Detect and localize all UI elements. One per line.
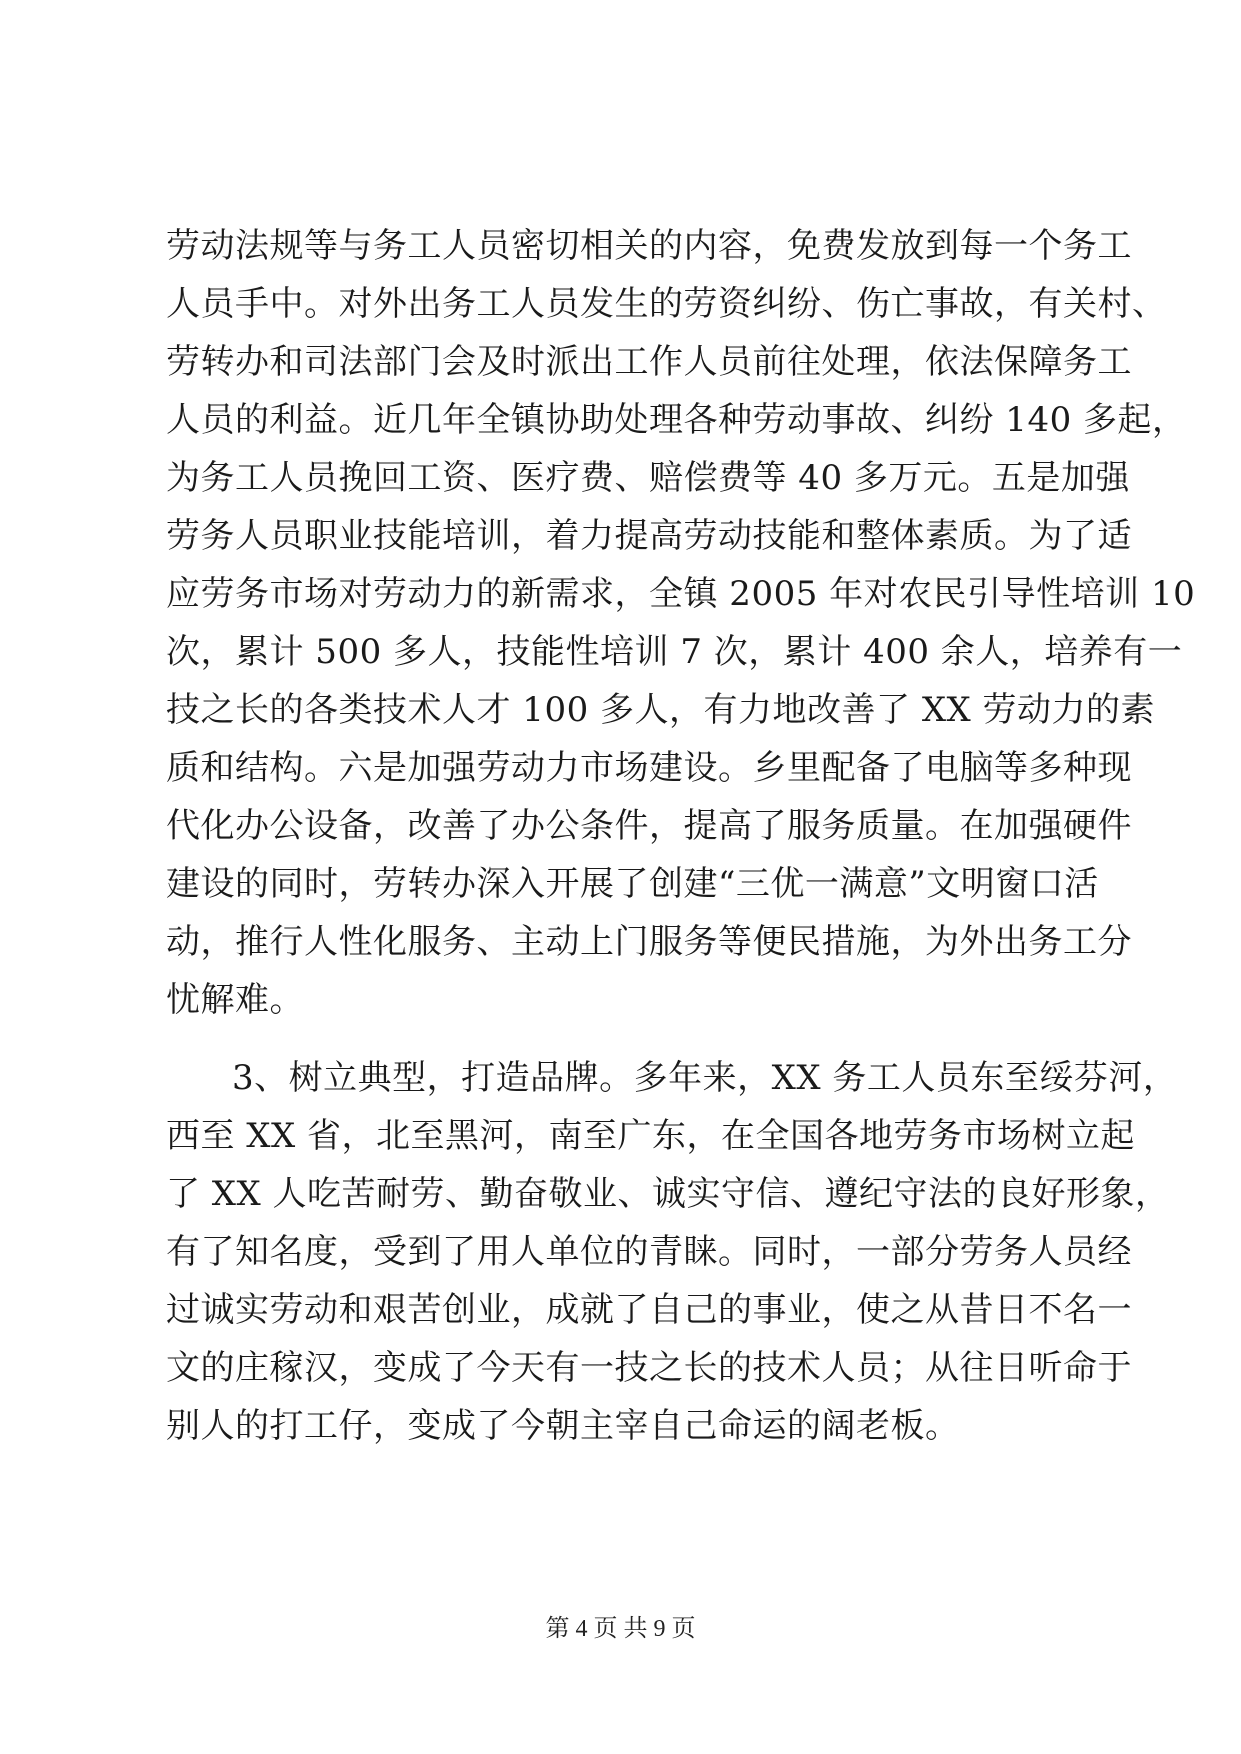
- page-footer: 第 4 页 共 9 页: [545, 1616, 696, 1642]
- text-line-16: 西至 XX 省，北至黑河，南至广东，在全国各地劳务市场树立起: [166, 1116, 1136, 1156]
- text-line-1: 劳动法规等与务工人员密切相关的内容，免费发放到每一个务工: [166, 226, 1132, 266]
- text-line-19: 过诚实劳动和艰苦创业，成就了自己的事业，使之从昔日不名一: [166, 1290, 1132, 1330]
- text-line-3: 劳转办和司法部门会及时派出工作人员前往处理，依法保障务工: [166, 342, 1132, 382]
- text-line-21: 别人的打工仔，变成了今朝主宰自己命运的阔老板。: [166, 1406, 960, 1446]
- text-line-18: 有了知名度，受到了用人单位的青睐。同时，一部分劳务人员经: [166, 1232, 1132, 1272]
- text-line-7: 应劳务市场对劳动力的新需求，全镇 2005 年对农民引导性培训 10: [166, 574, 1196, 614]
- text-line-11: 代化办公设备，改善了办公条件，提高了服务质量。在加强硬件: [166, 806, 1132, 846]
- text-line-5: 为务工人员挽回工资、医疗费、赔偿费等 40 多万元。五是加强: [166, 458, 1130, 498]
- text-line-12: 建设的同时，劳转办深入开展了创建“三优一满意”文明窗口活: [166, 864, 1099, 904]
- text-line-8: 次，累计 500 多人，技能性培训 7 次，累计 400 余人，培养有一: [166, 632, 1183, 672]
- text-line-13: 动，推行人性化服务、主动上门服务等便民措施，为外出务工分: [166, 922, 1132, 962]
- text-line-9: 技之长的各类技术人才 100 多人，有力地改善了 XX 劳动力的素: [166, 690, 1156, 730]
- text-line-17: 了 XX 人吃苦耐劳、勤奋敬业、诚实守信、遵纪守法的良好形象，: [166, 1174, 1170, 1214]
- text-line-10: 质和结构。六是加强劳动力市场建设。乡里配备了电脑等多种现: [166, 748, 1132, 788]
- text-line-20: 文的庄稼汉，变成了今天有一技之长的技术人员；从往日听命于: [166, 1348, 1132, 1388]
- text-line-4: 人员的利益。近几年全镇协助处理各种劳动事故、纠纷 140 多起，: [166, 400, 1187, 440]
- text-line-15: 3、树立典型，打造品牌。多年来，XX 务工人员东至绥芬河，: [232, 1058, 1178, 1098]
- text-line-14: 忧解难。: [166, 980, 304, 1020]
- text-line-2: 人员手中。对外出务工人员发生的劳资纠纷、伤亡事故，有关村、: [166, 284, 1167, 324]
- text-line-6: 劳务人员职业技能培训，着力提高劳动技能和整体素质。为了适: [166, 516, 1132, 556]
